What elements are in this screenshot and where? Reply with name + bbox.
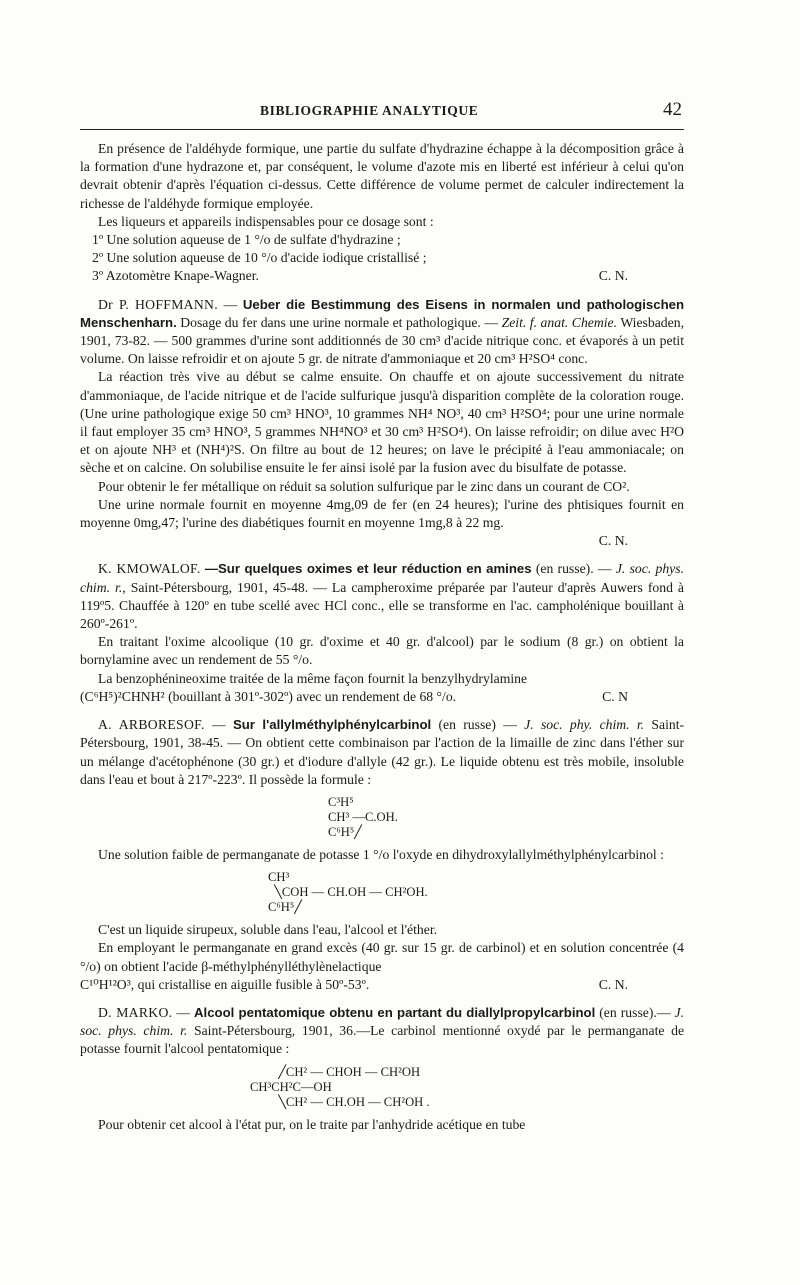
formula-line: ╲COH — CH.OH — CH²OH.	[268, 885, 428, 900]
author: D. MARKO.	[98, 1004, 173, 1020]
article-arboresof	[80, 716, 684, 994]
formula-line: CH³ —C.OH.	[328, 809, 398, 824]
paragraph-end: (C⁶H⁵)²CHNH² (bouillant à 301º-302º) avec un rendement de 68 °/o.	[80, 688, 457, 704]
article-heading: D. MARKO. — Alcool pentatomique obtenu en partant du diallylpropylcarbinol (en russe).— J. soc. phys. chim. r. Saint-Pétersbourg, 1901, 36.—Le carbinol mentionné oxydé par le permanganate de potasse fournit l'alcool pentatomique :	[80, 1004, 685, 1057]
page-content	[80, 140, 684, 1134]
language-note: (en russe) —	[438, 717, 517, 733]
paragraph: En traitant l'oxime alcoolique (10 gr. d'oxime et 40 gr. d'alcool) par le sodium (8 gr.) on obtient la bornylamine avec un rendement de 55 °/o.	[80, 634, 684, 668]
page-header	[82, 99, 682, 125]
chemical-formula	[328, 795, 684, 840]
article-title: Alcool pentatomique obtenu en partant du diallylpropylcarbinol	[194, 1004, 596, 1020]
reference-text: Saint-Pétersbourg, 1901, 45-48. — La campheroxime préparée par l'auteur d'après Auwers fond à 119º5. Chauffée à 120º en tube scellé avec HCl conc., elle se transforme en l'ac. campholénique bouillant à 260º-261º.	[80, 579, 685, 632]
author: Dr P. HOFFMANN.	[98, 296, 218, 312]
paragraph: La benzophénineoxime traitée de la même façon fournit la benzylhydrylamine	[98, 670, 528, 686]
article-title: Ueber die Bestimmung des Eisens in normalen und pathologischen Menschenharn.	[80, 296, 685, 330]
paragraph: En présence de l'aldéhyde formique, une partie du sulfate d'hydrazine échappe à la décomposition grâce à la formation d'une hydrazone et, par conséquent, le volume d'azote mis en liberté est inférieur à celui qu'on devrait obtenir d'après l'équation ci-dessus. Cette différence de volume permet de calculer indirectement la richesse de l'aldéhyde formique employée.	[80, 141, 684, 211]
article-hoffmann	[80, 296, 684, 551]
journal: J. soc. phy. chim. r.	[524, 717, 645, 733]
article-intro: Dosage du fer dans une urine normale et pathologique. —	[180, 314, 499, 330]
journal: J. soc. phys. chim. r.	[80, 1004, 684, 1039]
paragraph: Pour obtenir cet alcool à l'état pur, on le traite par l'anhydride acétique en tube	[98, 1116, 526, 1132]
chemical-formula	[250, 1065, 684, 1110]
page-number: 42	[663, 99, 682, 120]
article-heading: A. ARBORESOF. — Sur l'allylméthylphénylcarbinol (en russe) — J. soc. phy. chim. r. Saint-Pétersbourg, 1901, 38-45. — On obtient cette combinaison par l'action de la limaille de zinc dans l'éther sur un mélange d'acétophénone (30 gr.) et d'iodure d'allyle (42 gr.). Le liquide obtenu est très mobile, insoluble dans l'eau et bout à 217º-223º. Il possède la formule :	[80, 717, 685, 787]
chemical-formula	[268, 870, 684, 915]
author: A. ARBORESOF.	[98, 717, 205, 733]
paragraph: Les liqueurs et appareils indispensables pour ce dosage sont :	[98, 213, 434, 229]
journal: Zeit. f. anat. Chemie.	[501, 314, 618, 330]
formula-line: C³H⁵	[328, 794, 354, 809]
list-item: 3º Azotomètre Knape-Wagner.	[92, 268, 259, 284]
formula-line: C⁶H⁵╱	[268, 900, 302, 915]
paragraph: Une urine normale fournit en moyenne 4mg,09 de fer (en 24 heures); l'urine des phtisiques fournit en moyenne 0mg,47; l'urine des diabétiques fournit en moyenne 1mg,8 à 22 mg.	[80, 496, 684, 531]
journal: J. soc. phys. chim. r.,	[80, 561, 684, 595]
list-item-row	[92, 267, 684, 285]
formula-line: ╲CH² — CH.OH — CH²OH .	[250, 1094, 430, 1109]
signature: C. N.	[598, 533, 628, 549]
signature: C. N.	[598, 268, 628, 284]
paragraph: En employant le permanganate en grand excès (40 gr. sur 15 gr. de carbinol) et en solution concentrée (4 °/o) on obtient l'acide β-méthylphénylléthylènelactique	[80, 940, 684, 974]
reference-text: Wiesbaden, 1901, 73-82. — 500 grammes d'urine sont additionnés de 30 cm³ d'acide nitrique conc. et évaporés à un petit volume. On laisse refroidir et on ajoute 5 gr. de nitrate d'ammoniaque et 20 cm³ H²SO⁴ conc.	[80, 314, 684, 367]
last-line-row	[80, 688, 684, 706]
article-heading: Dr P. HOFFMANN. — Ueber die Bestimmung des Eisens in normalen und pathologischen Menschenharn. Dosage du fer dans une urine normale et pathologique. — Zeit. f. anat. Chemie. Wiesbaden, 1901, 73-82. — 500 grammes d'urine sont additionnés de 30 cm³ d'acide nitrique conc. et évaporés à un petit volume. On laisse refroidir et on ajoute 5 gr. de nitrate d'ammoniaque et 20 cm³ H²SO⁴ conc.	[80, 296, 685, 367]
running-title: BIBLIOGRAPHIE ANALYTIQUE	[260, 103, 479, 118]
list-item: 1º Une solution aqueuse de 1 °/o de sulfate d'hydrazine ;	[92, 232, 401, 248]
signature: C. N	[602, 688, 628, 704]
paragraph: La réaction très vive au début se calme ensuite. On chauffe et on ajoute successivement du nitrate d'ammoniaque, de l'acide nitrique et de l'acide sulfurique jusqu'à disparition complète de la coloration rouge. (Une urine pathologique exige 50 cm³ HNO³, 10 grammes NH⁴ NO³, 40 cm³ H²SO⁴; pour une urine normale il faut employer 35 cm³ HNO³, 5 grammes NH⁴NO³ et 30 cm³ H²SO⁴). On laisse refroidir; on dilue avec H²O et on ajoute NH³ et (NH⁴)²S. On filtre au bout de 12 heures; on lave le précipité à l'eau ammoniacale; on sèche et on calcine. On solubilise ensuite le fer ainsi isolé par la fusion avec du bisulfate de potasse.	[80, 369, 684, 476]
reagent-list	[80, 231, 684, 286]
formula-line: ╱CH² — CHOH — CH²OH	[250, 1064, 421, 1079]
paragraph-end: C¹⁰H¹²O³, qui cristallise en aiguille fusible à 50º-53º.	[80, 976, 370, 992]
formula-line: C⁶H⁵╱	[328, 824, 362, 839]
article-continuation	[80, 140, 684, 286]
paragraph: Une solution faible de permanganate de potasse 1 °/o l'oxyde en dihydroxylallylméthylphénylcarbinol :	[98, 846, 664, 862]
article-title: —Sur quelques oximes et leur réduction en amines	[204, 561, 532, 577]
article-heading	[80, 560, 684, 633]
last-line-row	[80, 976, 684, 994]
language-note: (en russe).—	[599, 1004, 671, 1020]
article-title: Sur l'allylméthylphénylcarbinol	[232, 717, 432, 733]
formula-line: CH³CH²C—OH	[250, 1079, 332, 1094]
article-marko	[80, 1004, 684, 1134]
header-rule	[80, 129, 684, 130]
author: K. KMOWALOF.	[98, 561, 201, 577]
reference-text: Saint-Pétersbourg, 1901, 36.—Le carbinol mentionné oxydé par le permanganate de potasse fournit l'alcool pentatomique :	[80, 1023, 685, 1057]
list-item: 2º Une solution aqueuse de 10 °/o d'acide iodique cristallisé ;	[92, 250, 427, 266]
language-note: (en russe). —	[535, 561, 612, 577]
signature: C. N.	[598, 976, 628, 992]
formula-line: CH³	[268, 870, 290, 885]
article-kmowalof	[80, 560, 684, 706]
paragraph: Pour obtenir le fer métallique on réduit sa solution sulfurique par le zinc dans un courant de CO².	[98, 478, 630, 494]
paragraph: C'est un liquide sirupeux, soluble dans l'eau, l'alcool et l'éther.	[98, 922, 438, 938]
reference-text: Saint-Pétersbourg, 1901, 38-45. — On obtient cette combinaison par l'action de la limaille de zinc dans l'éther sur un mélange d'acétophénone (30 gr.) et d'iodure d'allyle (42 gr.). Le liquide obtenu est très mobile, insoluble dans l'eau et bout à 217º-223º. Il possède la formule :	[80, 717, 685, 787]
